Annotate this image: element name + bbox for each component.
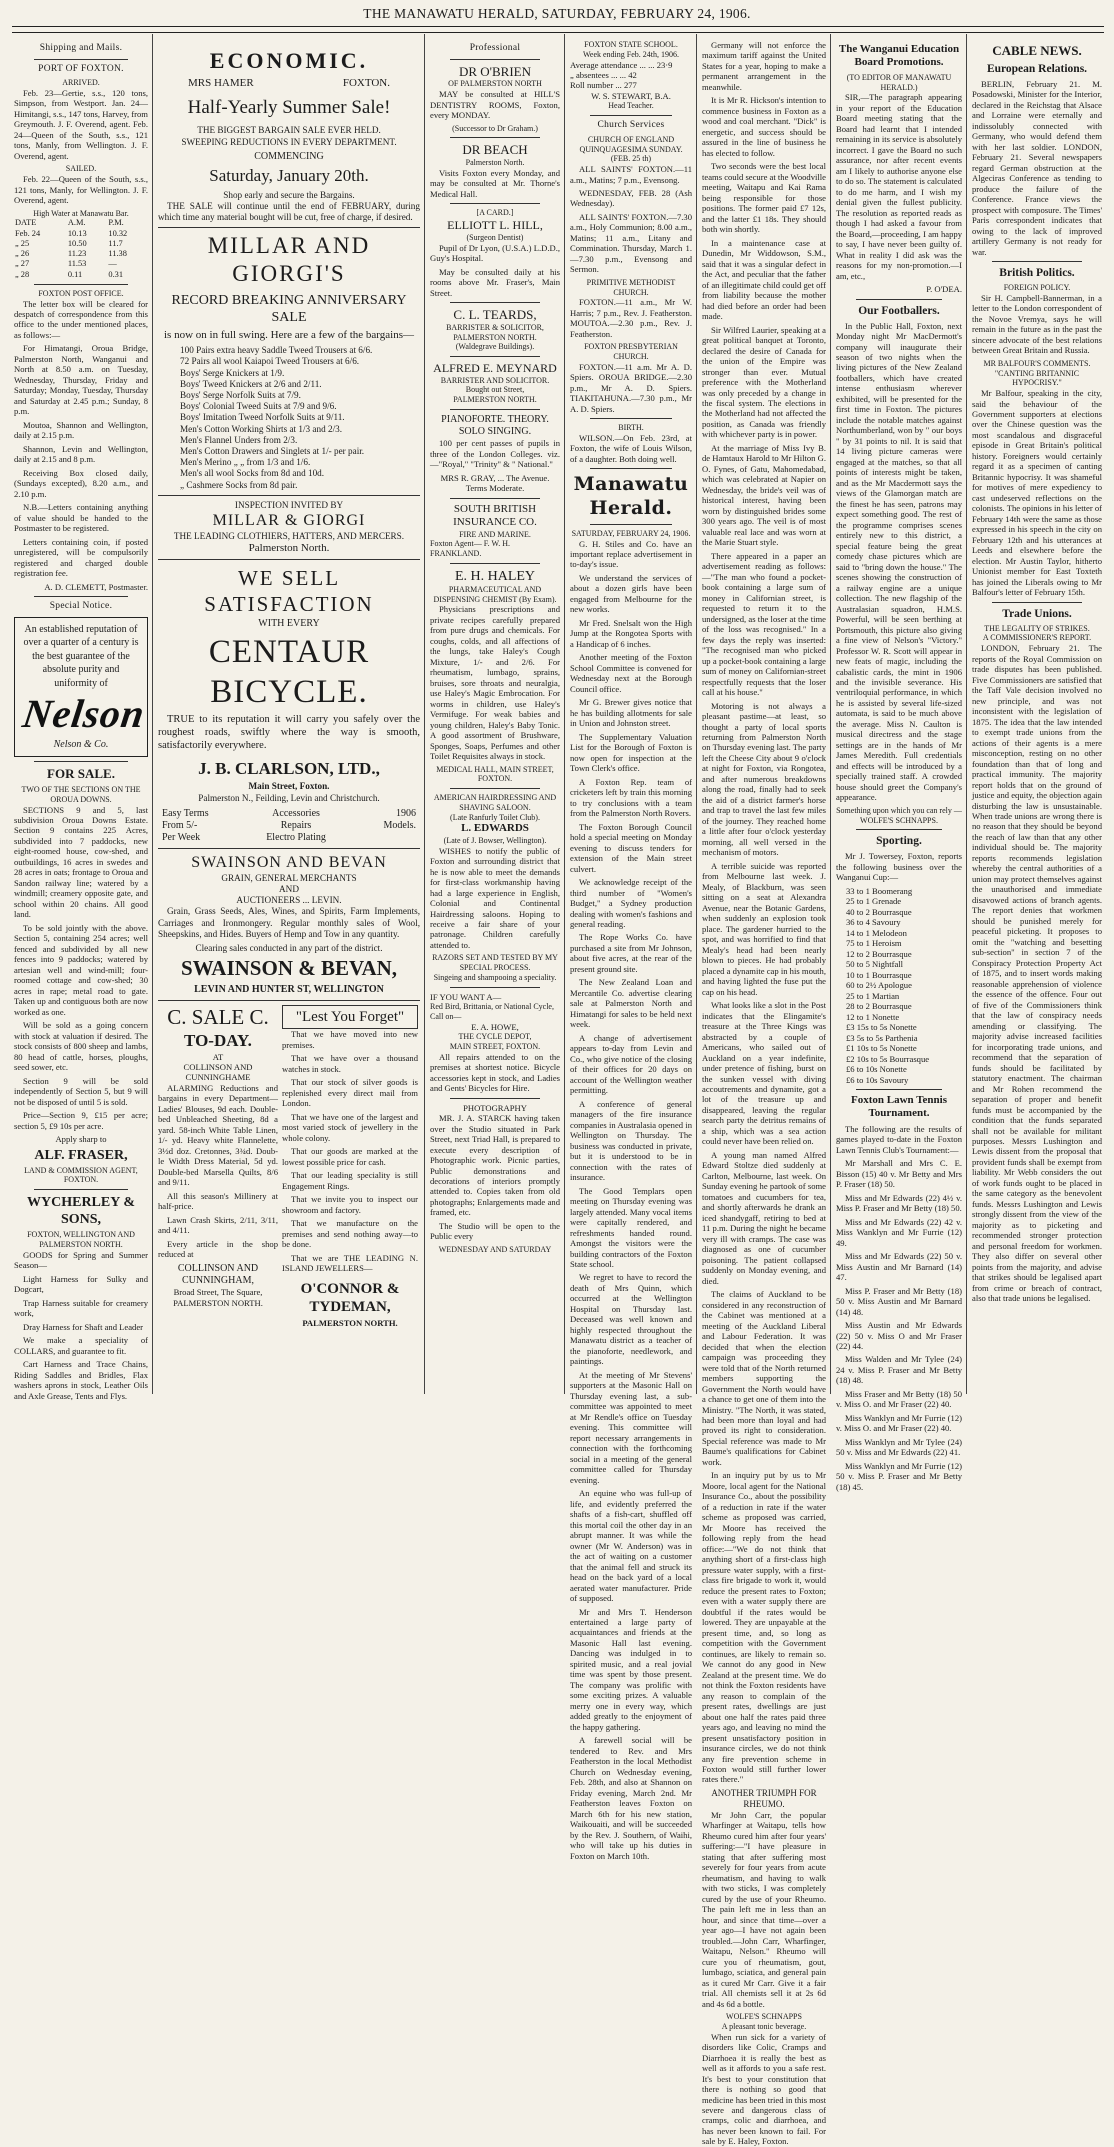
bargain-item: 72 Pairs all wool Kaiapoi Tweed Trousers at 6/6. [180, 356, 360, 367]
nelson-text: An established reputation of over a quarter of a century is the best guarantee of the absolute purity and uniformity of [23, 623, 139, 689]
bargain-item: „ Cashmere Socks from 8d pair. [180, 479, 298, 490]
collinson-text: ALARMING Reductions and bargains in every Department— Ladies' Blouses, 9d each. Double-bed Unbleached Sheeting, 8d a yard. 58-inch White Table Linen, 1/- yd. Heavy white Flannelette, 3½d doz. Cretonnes, 3¾d. Doub-le Width Dress Material, 5d yd. Double-bed Marsella Quilts, 8/6 and 9/11. [158, 1082, 278, 1188]
swainson-bevan-location: LEVIN AND HUNTER ST, WELLINGTON [194, 983, 384, 995]
port-heading: PORT OF FOXTON. [38, 63, 124, 74]
to-day: TO-DAY. [184, 1030, 252, 1050]
sailings-text: Feb. 22—Queen of the South, s.s., 121 tons, Manly, for Wellington. J. F. Overend, agent. [14, 174, 148, 206]
forget-item: That we have moved into new premises. [282, 1029, 418, 1050]
bargain-item: 100 Pairs extra heavy Saddle Tweed Trousers at 6/6. [180, 345, 373, 356]
news-paragraph: Another meeting of the Foxton School Committee is convened for Wednesday next at the Borough Council office. [570, 652, 692, 694]
swainson-bevan-text: Grain, Grass Seeds, Ales, Wines, and Spirits, Farm Implements, Carriages and Ironmongery. Regular monthly sales of Wool, Sheepskins, and Hides. Buyers of Hemp and Tow in any quantity. [158, 906, 420, 939]
millar-giorgi-name: MILLAR & GIORGI [212, 512, 366, 530]
news-paragraph: In an inquiry put by us to Mr Moore, local agent for the National Insurance Co., about the possibility of a reduction in rate if the water scheme as proposed was carried, Mr Moore has received the following reply from the head office:—"We do not think that anything short of a first-class high pressure water supply, with a first-class fire brigade to work it, would reduce the present rates to Foxton; even with a water supply there are doubtful if the rates would be lowered. They are unpayable at the present time, and, so long as competition with the Government continues, are likely to remain so. We cannot do any good in New Zealand at the present time. We do not think the Foxton residents have any reason to complain of the present rates, dwellings are just about one half the rates paid three years ago, and leaving no mind the present unsatisfactory position in insurance circles, we do not think any fire prevention scheme in Foxton would still further lower rates there." [702, 1470, 826, 1785]
bargain-item: Boys' Imitation Tweed Norfolk Suits at 9/11. [180, 412, 345, 423]
tennis-result: Miss and Mr Edwards (22) 42 v. Miss Wanklyn and Mr Furrie (12) 49. [836, 1216, 962, 1248]
millar-giorgi-place: Palmerston North. [248, 541, 330, 554]
bargain-item: Men's Merino „ „ from 1/3 and 1/6. [180, 457, 311, 468]
column-1 [14, 40, 148, 1401]
bet-line: 12 to 2 Bourrasque [846, 948, 912, 959]
postmaster-signature: A. D. CLEMETT, Postmaster. [44, 581, 148, 592]
birth-heading: BIRTH. [618, 423, 644, 433]
lest-you-forget-advert [282, 1005, 418, 1329]
bet-line: £1 10s to 5s Nonette [846, 1043, 917, 1054]
collinson-advert: C. SALE C. TO-DAY. AT COLLINSON AND CUNNINGHAME ALARMING Reductions and bargains in every Department— Ladies' Blouses, 9d each. Double-bed Unbleached Sheeting, 8d a yard. 58-inch White Table Linen, 1/- yd. Heavy white Flannelette, 3½d doz. Cretonnes, 3¾d. Doub-le Width Dress Material, 5d yd. Double-bed Marsella Quilts, 8/6 and 9/11. All this season's Millinery at half-price. Lawn Crash Skirts, 2/11, 3/11, and 4/11. Every article in the shop reduced at COLLINSON AND CUNNINGHAM, Broad Street, The Square, PALMERSTON NORTH. [158, 1005, 278, 1308]
news-paragraph: We understand the services of about a dozen girls have been engaged from Melbourne for the new works. [570, 572, 692, 615]
edwards-name: L. EDWARDS [461, 822, 529, 835]
news-paragraph: We acknowledge receipt of the third number of "Women's Budget," a Sydney production dealing with women's fashions and general reading. [570, 877, 692, 929]
column-rule [152, 34, 153, 1394]
tennis-results [836, 1158, 962, 1492]
bargains-intro: is now on in full swing. Here are a few of the bargains— [164, 328, 414, 341]
sale-text: Will be sold as a going concern with stock at valuation if desired. The stock consists of 800 sheep and lambs, 80 head of cattle, horses, ploughs, seed sower, etc. [14, 1020, 148, 1073]
sale-agent-role: LAND & COMMISSION AGENT, FOXTON. [24, 1165, 138, 1185]
news-paragraph: The Supplementary Valuation List for the Borough of Foxton is now open for inspection at the Town Clerk's office. [570, 731, 692, 774]
wycherley-text: Light Harness for Sulky and Dogcart, [14, 1273, 148, 1295]
table-row: „ 25 10.50 11.7 [15, 238, 123, 248]
wycherley-name: WYCHERLEY & SONS, [27, 1195, 135, 1228]
economic-place: FOXTON. [342, 76, 390, 89]
news-paragraph: G. H. Stiles and Co. have an important replace advertisement in to-day's issue. [570, 538, 692, 570]
news-paragraph: Mr Fred. Snelsalt won the High Jump at the Rongotea Sports with a Handicap of 6 inches. [570, 617, 692, 649]
post-office-heading: FOXTON POST OFFICE. [38, 288, 124, 298]
clarlson-towns: Palmerston N., Feilding, Levin and Christchurch. [198, 792, 380, 803]
news-paragraph: Mr G. Brewer gives notice that he has building allotments for sale in Union and Johnston street. [570, 697, 692, 729]
news-paragraph: At the marriage of Miss Ivy B. de Hamtaux Harold to Mr Hilton G. O. Fynes, of Gatu, Mahomedabad, which was celebrated at Napier on Wednesday, the bride's veil was of historical interest, having been worn by distinguished brides some 300 years ago. The veil is of most valuable real lace and was worn at the Marie Stuart style. [702, 442, 826, 548]
bet-line: 75 to 1 Heroism [846, 938, 902, 949]
anniversary-sale-title: RECORD BREAKING ANNIVERSARY SALE [171, 292, 407, 325]
clarlson-info: Easy Terms From 5/- Per Week Accessories Repairs Electro Plating 1906 Models. [162, 807, 416, 844]
post-office-text: Shannon, Levin and Wellington, daily at 2.15 and 8 p.m. [14, 443, 148, 465]
column-4: FOXTON STATE SCHOOL. Week ending Feb. 24th, 1906. Average attendance ... ... 23·9 „ absentees ... ... 42 Roll number ... 277 W. S. STEWART, B.A. Head Teacher. Church Services CHURCH OF ENGLAND QUINQUAGESIMA SUNDAY. (FEB. 25 th) ALL SAINTS' FOXTON.—11 a.m., Matins; 7 p.m., Evensong. WEDNESDAY, FEB. 28 (Ash Wednesday). ALL SAINTS' FOXTON.—7.30 a.m., Holy Communion; 8.00 a.m., Matins; 11 a.m., Litany and Commination. Thursday, March 1.—7.30 p.m., Evensong and Sermon. PRIMITIVE METHODIST CHURCH. FOXTON.—11 a.m., Mr W. Harris; 7 p.m., Rev. J. Featherston. MOUTOA.—2.30 p.m., Rev. J. Featherston. FOXTON PRESBYTERIAN CHURCH. FOXTON.—11 a.m. Mr A. D. Spiers. OROUA BRIDGE.—2.30 p.m., Mr A. D. Spiers. TIAKITAHUNA.—7.30 p.m., Mr A. D. Spiers. BIRTH. WILSON.—On Feb. 23rd, at Foxton, the wife of Louis Wilson, of a daughter. Both doing well. Manawatu Herald. SATURDAY, FEBRUARY 24, 1906. G. H. Stiles and Co. have an important replace advertisement in to-day's issue. We understand the services of about a dozen girls have been engaged from Melbourne for the new works. Mr Fred. Snelsalt won the High Jump at the Rongotea Sports with a Handicap of 6 inches. Another meeting of the Foxton School Committee is convened for Wednesday next at the Borough Council office. Mr G. Brewer gives notice that he has building allotments for sale in Union and Johnston street. The Supplementary Valuation List for the Borough of Foxton is now open for inspection at the Town Clerk's office. A Foxton Rep. team of cricketers left by train this morning to try conclusions with a team from the Palmerston North Rovers. The Foxton Borough Council hold a special meeting on Monday evening to discuss tenders for extension of the Main street culvert. We acknowledge receipt of the third number of "Women's Budget," a Sydney production dealing with women's fashions and general reading. The Rope Works Co. have purchased a site from Mr Johnson, about five acres, at the rear of the present ground site. The New Zealand Loan and Mercantile Co. advertise clearing sale at Palmerston North and Himatangi for sales to be held next week. A change of advertisement appears to-day from Levin and Co., who give notice of the closing of their offices for 20 days on account of the Wellington weather permitting. A conference of general managers of the fire insurance companies in Australasia opened in Wellington on Thursday. The business was conducted in private, but it is understood to be in connection with the rates of insurance. The Good Templars open meeting on Thursday evening was largely attended. Many vocal items were capitally rendered, and refreshments handed round. Amongst the visitors were the building contractors of the Foxton State school. We regret to have to record the death of Mrs Quinn, which occurred at the Wellington Hospital on Thursday last. Deceased was well known and highly respected throughout the Manawatu district as a teacher of the pianoforte, needlework, and paintings. At the meeting of Mr Stevens' supporters at the Masonic Hall on Thursday evening last, a sub-committee was appointed to meet at Mr Rendle's office on Tuesday evening. This committee will report necessary arrangements in connection with the forthcoming social in a meeting of the general committee called for Thursday evening. An equine who was full-up of life, and evidently preferred the shafts of a fish-cart, shuffled off this mortal coil the other day in an abrupt manner. It was while the owner (Mr W. Anderson) was in the act of waiting on a customer that the animal fell and struck its head on the back yard of a local aerated water manufacturer. Pride of supposed. Mr and Mrs T. Henderson entertained a large party of acquaintances and friends at the Masonic Hall last evening. Dancing was indulged in to spirited music, and a real jovial time was spent by those present. The company was prolific with some exciting prizes. A valuable merry one in every way, which added greatly to the enjoyment of the happy gathering. A farewell social will be tendered to Rev. and Mrs Featherston in the local Methodist Church on Wednesday evening, Feb. 28th, and also at Shannon on Friday evening, March 2nd. Mr Featherston leaves Foxton on March 6th for his new station, Waikouaiti, and will be succeeded by the Rev. J. Southern, of Waihi, who will take up his duties in Foxton on March 10th. [570, 40, 692, 1861]
bet-line: 25 to 1 Grenade [846, 896, 902, 907]
inspection-invited: INSPECTION INVITED BY [234, 499, 344, 510]
centaur-text: TRUE to its reputation it will carry you safely over the roughest roads, swiftly where the way is smooth, satisfactorily everywhere. [158, 714, 420, 751]
news-paragraph: Motoring is not always a pleasant pastime—at least, so thought a party of local sports returning from Palmerston North on Thursday evening last. The party left the Cheese City about 9 o'clock at night for Foxton, via Rongotea, and after numerous breakdowns along the road, finally had to seek the aid of a district farmer's horse and trap to travel the last few miles of the journey. They reached home a little after four o'clock yesterday morning, all well versed in the mechanism of motors. [702, 700, 826, 858]
bargain-item: Men's Cotton Drawers and Singlets at 1/- per pair. [180, 446, 365, 457]
news-paragraph: Mr and Mrs T. Henderson entertained a large party of acquaintances and friends at the Masonic Hall last evening. Dancing was indulged in to spirited music, and a real jovial time was spent by those present. The company was prolific with some exciting prizes. A valuable merry one in every way, which added greatly to the enjoyment of the happy gathering. [570, 1606, 692, 1732]
post-office-text: For Himatangi, Oroua Bridge, Palmerston North, Wanganui and North at 8.50 a.m. on Tuesday, Wednesday, Thursday, Friday and Saturday; Monday, Tuesday, Thursday and Saturday at 2.45 p.m.; Sunday, 8 p.m. [14, 343, 148, 417]
news-paragraph: The Foxton Borough Council hold a special meeting on Monday evening to discuss tenders for extension of the Main street culvert. [570, 821, 692, 874]
high-water-heading: High Water at Manawatu Bar. [33, 208, 129, 218]
piano-title: PIANOFORTE. THEORY. [441, 413, 549, 425]
arrivals-text: Feb. 23—Gertie, s.s., 120 tons, Simpson, from Westport. Jan. 24—Himitangi, s.s., 147 tons, Harvey, from Greymouth. J. F. Overend, agent. Feb. 24—Queen of the South, s.s., 121 tons, Manly, from Wellington. J. F. Overend, agent. [14, 87, 148, 161]
tennis-result: Miss Wanklyn and Mr Tylee (24) 50 v. Miss and Mr Edwards (22) 41. [836, 1436, 962, 1458]
economic-title: ECONOMIC. [209, 48, 369, 73]
for-sale-heading: FOR SALE. [47, 766, 115, 782]
c-sale-title: C. SALE C. [167, 1005, 269, 1030]
masthead-rule [12, 26, 1104, 27]
bet-line: £6 to 10s Nonette [846, 1064, 907, 1075]
beach-name: DR BEACH [462, 142, 528, 158]
bargains-list [158, 345, 420, 491]
column-rule [424, 34, 425, 1394]
nelson-advert [14, 617, 148, 757]
professional-heading: Professional [469, 43, 521, 53]
forget-item: That our goods are marked at the lowest possible price for cash. [282, 1146, 418, 1167]
news-paragraph: Two seconds were the best local teams could secure at the Woodville meeting, Waitapu and Kai Rama being responsible for those positions. The former paid £7 12s, and the latter £1 18s. They should both win shortly. [702, 161, 826, 235]
tennis-result: Miss Fraser and Mr Betty (18) 50 v. Miss O. and Mr Fraser (22) 40. [836, 1388, 962, 1410]
post-office-text: Letters containing coin, if posted unregistered, will be compulsorily registered and charged double registration fee. [14, 536, 148, 579]
bet-line: 25 to 1 Martian [846, 990, 900, 1001]
sale-text: SECTIONS 9 and 5, last subdivision Oroua Downs Estate. Section 9 contains 225 Acres, subdivided into 7 paddocks, new eight-roomed house, cow-shed, and outbuildings, 16 acres in swedes and 28 acres in oats; frontage to Oroua and Sandon railway line; watered by a windmill; creamery opposite gate, and school within 20 chains. All good land. [14, 804, 148, 920]
table-row: „ 28 0.11 0.31 [15, 269, 124, 279]
bet-line: 60 to 2½ Apologue [846, 980, 912, 991]
shipping-heading: Shipping and Mails. [39, 43, 123, 53]
news-paragraph: The claims of Auckland to be considered in any reconstruction of the Cabinet was mentioned at a meeting of the Auckland Liberal and Labour Federation. It was decided that when the election campaign was proceeding they were told that of the North returned members supporting the Government the North would have a chance to get one of them into the Ministry. "The North, it was stated, had been more than loyal and had proved its right to consideration. Special reference was made to Mr Baume's qualifications for Cabinet work. [702, 1289, 826, 1467]
clarlson-address: Main Street, Foxton. [248, 781, 330, 792]
shop-early: Shop early and secure the Bargains. [223, 189, 355, 200]
bet-line: 36 to 4 Savoury [846, 917, 901, 928]
table-row: „ 26 11.23 11.38 [15, 249, 127, 258]
wycherley-place: FOXTON, WELLINGTON AND PALMERSTON NORTH. [27, 1230, 135, 1250]
summer-sale-sub: SWEEPING REDUCTIONS IN EVERY DEPARTMENT. [181, 136, 397, 147]
swainson-bevan-title: SWAINSON AND BEVAN [191, 854, 387, 872]
column-7: CABLE NEWS. European Relations. BERLIN, February 21. M. Posadowski, Minister for the Interior, declared in the Reichstag that Alsace and Lorraine were eternally and indissolubly connected with Germany, who would defend them with her last soldier. LONDON, February 21. Several newspapers regard German obstruction at the Algeciras Conference as tending to produce the failure of the Conference. France views the prospect with composure. The Times' Paris correspondent indicates that owing to the lack of improved artillery Germany is not ready for war. British Politics. FOREIGN POLICY. Sir H. Campbell-Bannerman, in a letter to the London correspondent of the Novoe Vremya, says he will remain in the future as in the past the sincere advocate of the best relations between Great Britain and Russia. MR BALFOUR'S COMMENTS. "CANTING BRITANNIC HYPOCRISY." Mr Balfour, speaking in the city, said the behaviour of the Government supporters at elections over the Chinese question was the most scandalous and disgraceful episode in Great Britain's political history. Foreigners would certainly regard it as a specimen of canting Britannic hypocrisy. It was shameful for motives of mere expediency to cast undeserved reflections on the colonists. The opinions in his letter of February 14th were the same as those expressed in his speech in the city on February 12th and his utterances at Leeds and elsewhere before the election. Mr Austin Taylor, hitherto Unionist member for East Toxteth has joined the Liberals owing to Mr Balfour's letter of February 15th. Trade Unions. THE LEGALITY OF STRIKES. A COMMISSIONER'S REPORT. LONDON, February 21. The reports of the Royal Commission on trade disputes has been published. Five Commissioners are satisfied that the Taff Vale decision involved no new principle, and was not inconsistent with the legislation of 1875. The idea that the law intended to exempt trade unions from the actions of their agents is a mere misconception, resting on no other foundation than that of long and practical immunity. The majority report holds that on the ground of justice and equity, the objection again disturbing the law is unsustainable. When trade unions are wrong there is no reason that they should be beyond the reach of law than that any other individual should be. The majority reports recommends legislation whereby the central authorities of a union may protect themselves against the unauthorised and immediate disavowed actions of branch agents. The report denies that workmen should be punished merely for peaceful picketing. It proposes to omit the "watching and besetting sub-section" in section 7 of the Conspiracy Protection Property Act of 1875, and to insert words making reasonable apprehension of violence the essence of the offence. Four out of five of the Commissioners think that the law of conspiracy needs amending or classifying. The majority advise increased facilities for incorporating trade unions, and recommend that the separation of funds should be facilitated by statutory enactment. The chairman and Mr Rohen recommend the separation of proper and benefit funds must be accompanied by the condition that the funds separated shall not be available for militant purposes. Messrs Lushington and Lewis dissent from the proposal that provident funds shall be exempt from liability. Mr Webb considers the out of work funds ought to be placed in the same category as the benevolent funds. Messrs Lushington and Lewis strongly dissent from the view of the majority as to picketing and recommended stronger protection and personal freedom for workmen. They also differ on several other points from the majority, and advise that strikes should be legalised apart from crime or breach of contract, also that trade unions be legalised. [972, 43, 1102, 1304]
tennis-result: Miss and Mr Edwards (22) 50 v. Miss Austin and Mr Barnard (14) 47. [836, 1251, 962, 1283]
forget-item: That we invite you to inspect our showroom and factory. [282, 1194, 418, 1215]
bet-line: £6 to 10s Savoury [846, 1074, 909, 1085]
summer-sale-title: Half-Yearly Summer Sale! [187, 97, 391, 119]
sale-continue: THE SALE will continue until the end of FEBRUARY, during which time any material bought will be cut, free of charge, if desired. [158, 200, 420, 223]
bet-line: 14 to 1 Melodeon [846, 927, 907, 938]
bargain-item: Men's all wool Socks from 8d and 10d. [180, 468, 325, 479]
cable-news-heading: CABLE NEWS. [992, 43, 1082, 58]
column-6: The Wanganui Education Board Promotions. (TO EDITOR OF MANAWATU HERALD.) SIR,—The paragraph appearing in your report of the Education Board meeting stating that the Board had learnt that I intended remaining in its service is absolutely incorrect. I gave the Board no such assurance, nor after recent events am I likely to authorise anyone else to do so. The statement is calculated to do me harm, and I wish my denial given the fullest publicity. The resolution as reported reads as though I had asked a favour from the Board,—proceeding, I am happy to say, I have never been guilty of. What in reality I did ask was the reasons for my non-promotion.—I am, etc., P. O'DEA. Our Footballers. In the Public Hall, Foxton, next Monday night Mr MacDermott's company will inaugurate their season of two nights when the living pictures of the New Zealand footballers, which have created intense enthusiasm wherever exhibited, will be presented for the first time in Foxton. The pictures include the notable matches against Northumberland, won by " our boys " by 31 points to nil. It is said that 14 living picture cameras were engaged at the matches, so that all points of interests might be taken, and as the Mr Macdermott says the views of the Glamorgan match are the finest he has seen, patrons may expect something good. The rest of the programme comprises scenes entirely new to this district, a special feature being the great comedy chase pictures which are said to "bring down the house." The scenes showing the construction of a railway engine are a unique collection. The new flagship of the Australasian squadron, H.M.S. Powerful, will be seen berthing at Portsmouth, this picture also giving a fine view of Nelson's "Victory." Professor W. R. Scott will appear in new feats of magic, including the cabalistic cards, the mint in 1906 and the invisible severance. His ventriloquial performance, in which he is assisted by several life-sized automata, is said to be much above the average. Miss N. Caulton is musical directress and the stage settings are in the hands of Mr James Meredith. Full credentials and effects will be introduced by a specially trained staff. A crowded house should greet the Company's appearance. Something upon which you can rely —WOLFE'S SCHNAPPS. Sporting. Mr J. Towersey, Foxton, reports the following business over the Wanganui Cup:— 33 to 1 Boomerang 25 to 1 Grenade 40 to 2 Bourrasque 36 to 4 Savoury 14 to 1 Melodeon 75 to 1 Heroism 12 to 2 Bourrasque 50 to 5 Nightfall 10 to 1 Bourrasque 60 to 2½ Apologue 25 to 1 Martian 28 to 2 Bourrasque 12 to 1 Nonette £3 15s to 5s Nonette £3 5s to 5s Parthenia £1 10s to 5s Nonette £2 10s to 5s Bourrasque £6 to 10s Nonette £6 to 10s Savoury Foxton Lawn Tennis Tournament. The following are the results of games played to-date in the Foxton Lawn Tennis Club's Tournament:— Mr Marshall and Mrs C. E. Bisson (15) 40 v. Mr Betty and Mrs P. Fraser (18) 50. Miss and Mr Edwards (22) 4½ v. Miss P. Fraser and Mr Betty (18) 50. Miss and Mr Edwards (22) 42 v. Miss Wanklyn and Mr Furrie (12) 49. Miss and Mr Edwards (22) 50 v. Miss Austin and Mr Barnard (14) 47. Miss P. Fraser and Mr Betty (18) 50 v. Miss Austin and Mr Barnard (14) 48. Miss Austin and Mr Edwards (22) 50 v. Miss O and Mr Fraser (22) 44. Miss Walden and Mr Tylee (24) 24 v. Miss P. Fraser and Mr Betty (18) 48. Miss Fraser and Mr Betty (18) 50 v. Miss O. and Mr Fraser (22) 40. Miss Wanklyn and Mr Furrie (12) v. Miss O. and Mr Fraser (22) 40. Miss Wanklyn and Mr Tylee (24) 50 v. Miss and Mr Edwards (22) 41. Miss Wanklyn and Mr Furrie (12) 50 v. Miss P. Fraser and Mr Betty (18) 45. [836, 43, 962, 1492]
post-office-text: Moutoa, Shannon and Wellington, daily at 2.15 p.m. [14, 419, 148, 441]
post-office-text: The letter box will be cleared for despatch of correspondence from this office to the under mentioned places, as follows:— [14, 298, 148, 340]
bet-line: 50 to 5 Nightfall [846, 959, 904, 970]
nelson-sub: Nelson & Co. [53, 738, 109, 750]
news-paragraph: We regret to have to record the death of Mrs Quinn, which occurred at the Wellington Hospital on Thursday last. Deceased was well known and highly respected throughout the Manawatu district as a teacher of the pianoforte, needlework, and paintings. [570, 1272, 692, 1367]
economic-owner: MRS HAMER [188, 76, 254, 89]
news-paragraph: A change of advertisement appears to-day from Levin and Co., who give notice of the closing of their offices for 20 days on account of the Wellington weather permitting. [570, 1032, 692, 1096]
column-5: Germany will not enforce the maximum tariff against the United States for a year, hoping to make a permanent arrangement in the meanwhile. It is Mr R. Hickson's intention to commence business in Foxton as a wood and coal merchant. "Dick" is energetic, and success should be assured in the line of business he has elected to follow. Two seconds were the best local teams could secure at the Woodville meeting, Waitapu and Kai Rama being responsible for those positions. The former paid £7 12s, and the latter £1 18s. They should both win shortly. In a maintenance case at Dunedin, Mr Widdowson, S.M., said that it was a singular defect in the Act, and peculiar that the father of an illegitimate child could get off from liability because the mother had died before an order had been made. Sir Wilfred Laurier, speaking at a great political banquet at Toronto, declared the desire of Canada for the union of the Empire was stronger than ever. Mutual preference with the Motherland was only preceded by a change in the fiscal system. The elections in the Motherland had not affected the position, as Canada was friendly with whichever party is in power. At the marriage of Miss Ivy B. de Hamtaux Harold to Mr Hilton G. O. Fynes, of Gatu, Mahomedabad, which was celebrated at Napier on Wednesday, the bride's veil was of historical interest, having been worn by distinguished brides some 300 years ago. The veil is of most valuable real lace and was worn at the Marie Stuart style. There appeared in a paper an advertisement reading as follows:—"The man who found a pocket-book containing a large sum of money in Californian street, is requested to return it to the undersigned, as the loser at the time of the loss was recognised." In a few days the reply was inserted: "The recognised man who picked up a pocket-book containing a large sum of money on Californian-street respectfully requests that the loser call at his house." Motoring is not always a pleasant pastime—at least, so thought a party of local sports returning from Palmerston North on Thursday evening last. The party left the Cheese City about 9 o'clock at night for Foxton, via Rongotea, and after numerous breakdowns along the road, finally had to seek the aid of a district farmer's horse and trap to travel the last few miles of the journey. They reached home a little after four o'clock yesterday morning, all well versed in the mechanism of motors. A terrible suicide was reported from Melbourne last week. J. Mealy, of Blackburn, was seen sitting on a seat at Alexandra Avenue, near the Botanic Gardens, when suddenly an explosion took place. The gardener hurried to the spot, and was horrified to find that Mealy's head had been nearly blown to pieces. He had probably placed a dynamite cap in his mouth, and having lighted the fuse put the cap on his head. What looks like a slot in the Post indicates that the Elingamite's treasure at the Three Kings was abstracted by a couple of Americans, who sailed out of Auckland on a year indefinite, under pretence of fishing, burst on the sunken vessel with diving accoutrements and dynamite, got a lot of the treasure up and disappeared, leaving the regular search party the detritus remains of a ship, which was a sea action could never have been relied on. A young man named Alfred Edward Stoltze died suddenly at Carlton, Melbourne, last week. On Sunday evening he partook of some tomatoes and cucumbers for tea, and shortly afterwards he drank an iced shandygaff, retiring to bed at 11 p.m. During the night he became very ill with cramps. The case was diagnosed as one of cucumber poisoning. The patient collapsed suddenly on Monday evening, and died. The claims of Auckland to be considered in any reconstruction of the Cabinet was mentioned at a meeting of the Auckland Liberal and Labour Federation. It was decided that when the election campaign was proceeding they were told that of the North returned members supporting the Government the North would have a chance to get one of them into the Ministry. "The North, it was stated, had been more than loyal and had proved its right to consideration. Special reference was made to Mr Baume's qualifications for Cabinet work. In an inquiry put by us to Mr Moore, local agent for the National Insurance Co., about the possibility of a reduction in rate if the water scheme as proposed was carried, Mr Moore has received the following reply from the head office:—"We do not think that anything short of a first-class high pressure water supply, with a first-class fire brigade to work it, would reduce the present rates to Foxton; even with a water supply there are doubtful if the rates would be lowered. They are unpayable at the present time, and, so long as competition with the Government continues, are likely to remain so. We cannot do any good in New Zealand at the present time. We do not think the Foxton residents have any reason to complain of the present rates, dwellings are just about one half the rates paid three years ago, and leaving no mind the present unsatisfactory position in insurance circles, we do not think any fire prevention scheme in Foxton would still further lower rates there." ANOTHER TRIUMPH FOR RHEUMO. Mr John Carr, the popular Wharfinger at Waitapu, tells how Rheumo cured him after four years' suffering:—"I have pleasure in stating that after suffering most severely for four years from acute rheumatism, and having to walk with two sticks, I was completely cured by the use of your Rheumo. The pain left me in less than an hour, and since that time—over a year ago—I have not again been troubled.—John Carr, Wharfinger, Waitapu, Nelson." Rheumo will cure you of rheumatism, gout, lumbago, sciatica, and general pain as it cured Mr Carr. Give it a fair trial. All chemists sell it at 2s 6d and 4s 6d a bottle. WOLFE'S SCHNAPPS A pleasant tonic beverage. When run sick for a variety of disorders like Colic, Cramps and Diarrhoea it is really the best as well as it affords to you a safe rest. It's best to your constitution that there is nothing so good that medicine has been tried in this most severe and dangerous class of cramps, colic and diarrhoea, and has never been known to fail. For sale by E. Haley, Foxton. [702, 40, 826, 2147]
european-heading: European Relations. [986, 62, 1088, 75]
table-row: Feb. 24 10.13 10.32 [15, 228, 128, 238]
forget-item: That our stock of silver goods is replenished every direct mail from London. [282, 1077, 418, 1109]
news-paragraph: Germany will not enforce the maximum tariff against the United States for a year, hoping to make a permanent arrangement in the meanwhile. [702, 40, 826, 92]
news-paragraph: Sir Wilfred Laurier, speaking at a great political banquet at Toronto, declared the desire of Canada for the union of the Empire was stronger than ever. Mutual preference with the Motherland was only preceded by a change in the fiscal system. The elections in the Motherland had not affected the position, as Canada was friendly with whichever party is in power. [702, 324, 826, 440]
wycherley-text: Trap Harness suitable for creamery work, [14, 1297, 148, 1319]
news-paragraph: At the meeting of Mr Stevens' supporters at the Masonic Hall on Thursday evening last, a sub-committee was appointed to meet at Mr Rendle's office on Tuesday evening. This committee will report necessary arrangements in connection with the forthcoming social in a meeting of the general committee called for Thursday evening. [570, 1369, 692, 1485]
tennis-result: Miss Walden and Mr Tylee (24) 24 v. Miss P. Fraser and Mr Betty (18) 48. [836, 1354, 962, 1386]
column-rule [830, 34, 831, 1394]
british-politics-heading: British Politics. [999, 267, 1075, 280]
swainson-bevan-trade: GRAIN, GENERAL MERCHANTS [221, 872, 357, 883]
sailed-heading: SAILED. [65, 164, 97, 174]
news-paragraph: The New Zealand Loan and Mercantile Co. advertise clearing sale at Palmerston North and Himatangi for sales to be held next week. [570, 977, 692, 1030]
oconnor-name: O'CONNOR & TYDEMAN, [300, 1280, 400, 1315]
news-paragraph: A conference of general managers of the fire insurance companies in Australasia opened in Wellington on Thursday. The business was conducted in private, but it is understood to be in connection with the rates of insurance. [570, 1098, 692, 1183]
sale-agent-name: ALF. FRASER, [34, 1147, 128, 1163]
howe-name: E. A. HOWE, [471, 1021, 519, 1032]
sale-text: To be sold jointly with the above. Section 5, containing 254 acres; well fenced and subdivided by all new fences into 9 paddocks; watered by artesian well and wind-mill; four-roomed cottage and cow-shed; 30 acres in rape; metal road to gate. Taken up and contiguous both are now worked as one. [14, 922, 148, 1017]
tennis-result: Miss P. Fraser and Mr Betty (18) 50 v. Miss Austin and Mr Barnard (14) 48. [836, 1285, 962, 1317]
bet-line: £3 15s to 5s Nonette [846, 1022, 917, 1033]
news-paragraph: There appeared in a paper an advertisement reading as follows:—"The man who found a pocket-book containing a large sum of money in Californian street, is requested to return it to the undersigned, as the loser at the time of the loss was recognised." In a few days the reply was inserted: "The recognised man who picked up a pocket-book containing a large sum of money on Californian-street respectfully requests that the loser call at his house." [702, 550, 826, 698]
lest-you-forget-title: "Lest You Forget" [282, 1005, 418, 1029]
local-news [570, 539, 692, 1862]
footballers-heading: Our Footballers. [858, 304, 940, 317]
bets-list [836, 886, 962, 1085]
herald-title: Manawatu Herald. [573, 473, 689, 519]
post-office-text: Receiving Box closed daily, (Sundays excepted), 8.20 a.m., and 2.10 p.m. [14, 467, 148, 499]
commencing-label: COMMENCING [254, 150, 324, 162]
column-rule [564, 34, 565, 1394]
millar-giorgi-title: MILLAR AND GIORGI'S [207, 233, 371, 287]
tide-col-pm: P.M. [108, 218, 124, 228]
sale-apply: Apply sharp to [55, 1134, 107, 1145]
clearing-sales: Clearing sales conducted in any part of the district. [195, 943, 383, 954]
bet-line: 33 to 1 Boomerang [846, 885, 913, 896]
masthead: THE MANAWATU HERALD, SATURDAY, FEBRUARY 24, 1906. [363, 6, 751, 21]
bet-line: £3 5s to 5s Parthenia [846, 1032, 918, 1043]
news-paragraph: It is Mr R. Hickson's intention to commence business in Foxton as a wood and coal merchant. "Dick" is energetic, and success should be assured in the line of business he has elected to follow. [702, 95, 826, 158]
tennis-result: Mr Marshall and Mrs C. E. Bisson (15) 40 v. Mr Betty and Mrs P. Fraser (18) 50. [836, 1158, 962, 1190]
arrived-heading: ARRIVED. [62, 78, 100, 88]
column-rule [966, 34, 967, 1394]
table-row: „ 27 11.53 — [15, 259, 117, 269]
sale-date: Saturday, January 20th. [209, 166, 369, 186]
rheumo-heading: ANOTHER TRIUMPH FOR RHEUMO. [711, 1787, 817, 1809]
sale-text: Price—Section 9, £15 per acre; section 5, £9 10s per acre. [14, 1110, 148, 1131]
clarlson-name: J. B. CLARLSON, LTD., [198, 758, 380, 778]
centaur-with: WITH EVERY [258, 617, 320, 629]
school-heading: FOXTON STATE SCHOOL. [584, 40, 678, 49]
centaur-title: CENTAUR BICYCLE. [208, 633, 370, 710]
bargain-item: Boys' Serge Norfolk Suits at 7/9. [180, 389, 301, 400]
bargain-item: Boys' Colonial Tweed Suits at 7/9 and 9/6. [180, 401, 337, 412]
tennis-heading: Foxton Lawn Tennis Tournament. [851, 1093, 947, 1120]
nelson-logo: Nelson [19, 691, 148, 737]
wolfe-heading: WOLFE'S SCHNAPPS [726, 2012, 802, 2022]
swainson-bevan-auctioneers: AUCTIONEERS ... LEVIN. [236, 895, 342, 906]
forget-item: That we are THE LEADING N. ISLAND JEWELLERS— [282, 1252, 418, 1274]
bargain-item: Boys' Tweed Knickers at 2/6 and 2/11. [180, 378, 322, 389]
news-paragraph: The Good Templars open meeting on Thursday evening was largely attended. Many vocal items were capitally rendered, and refreshments handed round. Amongst the visitors were the building contractors of the Foxton State school. [570, 1185, 692, 1269]
tennis-result: Miss Wanklyn and Mr Furrie (12) v. Miss O. and Mr Fraser (22) 40. [836, 1412, 962, 1434]
tide-col-am: A.M. [67, 218, 86, 228]
masthead-rule-thin [12, 32, 1104, 33]
photography-title: PHOTOGRAPHY [463, 1102, 527, 1113]
swainson-bevan-big: SWAINSON & BEVAN, [180, 956, 398, 981]
millar-giorgi-trade: THE LEADING CLOTHIERS, HATTERS, AND MERCERS. [173, 530, 405, 541]
church-heading: Church Services [597, 120, 665, 131]
trade-unions-heading: Trade Unions. [1002, 607, 1072, 620]
column-rule [696, 34, 697, 1394]
tennis-result: Miss and Mr Edwards (22) 4½ v. Miss P. Fraser and Mr Betty (18) 50. [836, 1192, 962, 1214]
haley-name: E. H. HALEY [454, 568, 536, 584]
bottom-ads [158, 1005, 420, 1329]
bargain-item: Boys' Serge Knickers at 1/9. [180, 367, 285, 378]
wycherley-text: Dray Harness for Shaft and Leader [23, 1321, 144, 1332]
post-office-text: N.B.—Letters containing anything of value should be handed to the Postmaster to be registered. [14, 502, 148, 534]
special-notice-heading: Special Notice. [49, 601, 113, 612]
column-3: Professional DR O'BRIEN OF PALMERSTON NORTH MAY be consulted at HILL'S DENTISTRY ROOMS, Foxton, every MONDAY. (Successor to Dr Graham.) DR BEACH Palmerston North. Visits Foxton every Monday, and may be consulted at Mr. Thorne's Medical Hall. [A CARD.] ELLIOTT L. HILL, (Surgeon Dentist) Pupil of Dr Lyon, (U.S.A.) L.D.D., Guy's Hospital. May be consulted daily at his rooms above Mr. Fraser's, Main Street. C. L. TEARDS, BARRISTER & SOLICITOR, PALMERSTON NORTH. (Waldegrave Buildings). ALFRED E. MEYNARD BARRISTER AND SOLICITOR. Bought out Street, PALMERSTON NORTH. PIANOFORTE. THEORY. SOLO SINGING. 100 per cent passes of pupils in three of the London Colleges. viz.—"Royal," "Trinity" & " National." MRS R. GRAY, ... The Avenue. Terms Moderate. SOUTH BRITISH INSURANCE CO. FIRE AND MARINE. Foxton Agent— F. W. H. FRANKLAND. E. H. HALEY PHARMACEUTICAL AND DISPENSING CHEMIST (By Exam). Physicians prescriptions and private recipes carefully prepared from pure drugs and chemicals. For coughs, colds, and all affections of the lungs, take Haley's Cough Mixture, 1/- and 2/6. For rheumatism, lumbago, sprains, bruises, sore throats and neuralgia, use Haley's Magic Embrocation. For worms in children, use Haley's Vermifuge. For weak babies and young children, Haley's Baby Tonic. A good assortment of Brushware, Sponges, Soaps, Perfumes and other Toilet Requisites always in stock. MEDICAL HALL, MAIN STREET, FOXTON. AMERICAN HAIRDRESSING AND SHAVING SALOON. (Late Ranfurly Toilet Club). L. EDWARDS (Late of J. Bowser, Wellington). WISHES to notify the public of Foxton and surrounding district that he is now able to meet the demands for first-class workmanship having had a large experience in English, Colonial and Continental Hairdressing saloons. Hoping to receive a fair share of your patronage. Children carefully attended to. RAZORS SET AND TESTED BY MY SPECIAL PROCESS. Singeing and shampooing a speciality. IF YOU WANT A— Red Bird, Brittania, or National Cycle, Call on— E. A. HOWE, THE CYCLE DEPOT, MAIN STREET, FOXTON. All repairs attended to on the premises at shortest notice. Bicycle accessories kept in stock, and Ladies and Gents' Bicycles for Hire. PHOTOGRAPHY MR. J. A. STARCK having taken over the Studio situated in Park Street, next Triad Hall, is prepared to execute every description of Photographic work. Picnic parties, Public demonstrations and decorations of interiors promptly attended to. Copies taken from old photographs; Enlargements made and framed, etc. The Studio will be open to the Public every WEDNESDAY AND SATURDAY [430, 43, 560, 1254]
wanganui-heading: The Wanganui Education Board Promotions. [838, 43, 960, 69]
forget-item: That we manufacture on the premises and send nothing away—to be done. [282, 1218, 418, 1250]
news-paragraph: What looks like a slot in the Post indicates that the Elingamite's treasure at the Three Kings was abstracted by a couple of Americans, who sailed out of Auckland on a year indefinite, under pretence of fishing, burst on the sunken vessel with diving accoutrements and dynamite, got a lot of the treasure up and disappeared, leaving the regular search party the detritus remains of a ship, which was a sea action could never have been relied on. [702, 1000, 826, 1147]
oconnor-place: PALMERSTON NORTH. [302, 1318, 398, 1329]
news-paragraph: A terrible suicide was reported from Melbourne last week. J. Mealy, of Blackburn, was seen sitting on a seat at Alexandra Avenue, near the Botanic Gardens, when suddenly an explosion took place. The gardener hurried to the spot, and was horrified to find that Mealy's head had been nearly blown to pieces. He had probably placed a dynamite cap in his mouth, and having lighted the fuse put the cap on his head. [702, 860, 826, 997]
teards-name: C. L. TEARDS, [453, 307, 537, 322]
tide-col-date: DATE [15, 218, 37, 228]
wycherley-text: We make a speciality of COLLARS, and guarantee to fit. [14, 1335, 148, 1356]
wycherley-text: GOODS for Spring and Summer Season— [14, 1249, 148, 1271]
news-paragraph: A farewell social will be tendered to Rev. and Mrs Featherston in the local Methodist Church on Wednesday evening, Feb. 28th, and also at Shannon on Friday evening, March 2nd. Mr Featherston leaves Foxton on March 6th for his new station, Waikouaiti, and will be succeeded by the Rev. J. Southern, of Waihi, who will take up his duties in Foxton on March 10th. [570, 1735, 692, 1861]
summer-sale-sub: THE BIGGEST BARGAIN SALE EVER HELD. [197, 125, 381, 136]
sale-text: Section 9 will be sold independently of Section 5, but 9 will not be disposed of until 5 is sold. [14, 1075, 148, 1107]
centaur-sell: WE SELL SATISFACTION [204, 566, 374, 616]
news-paragraph: A Foxton Rep. team of cricketers left by train this morning to try conclusions with a team from the Palmerston North Rovers. [570, 776, 692, 819]
bet-line: 10 to 1 Bourrasque [846, 969, 912, 980]
bet-line: 28 to 2 Bourrasque [846, 1001, 912, 1012]
forget-item: That we have over a thousand watches in stock. [282, 1053, 418, 1074]
forget-item: That we have one of the largest and most varied stock of jewellery in the whole colony. [282, 1111, 418, 1143]
forget-item: That our leading speciality is still Engagement Rings. [282, 1170, 418, 1191]
wycherley-text: Cart Harness and Trace Chains, Riding Saddles and Bridles, Flax washers aprons in stock, Leather Oils and Axle Grease, Tents and Flys. [14, 1359, 148, 1401]
news-paragraph: A young man named Alfred Edward Stoltze died suddenly at Carlton, Melbourne, last week. On Sunday evening he partook of some tomatoes and cucumbers for tea, and shortly afterwards he drank an iced shandygaff, retiring to bed at 11 p.m. During the night he became very ill with cramps. The case was diagnosed as one of cucumber poisoning. The patient collapsed suddenly on Monday evening, and died. [702, 1149, 826, 1286]
lest-you-forget-list [282, 1029, 418, 1273]
meynard-name: ALFRED E. MEYNARD [433, 361, 557, 376]
tennis-result: Miss Austin and Mr Edwards (22) 50 v. Miss O and Mr Fraser (22) 44. [836, 1320, 962, 1351]
bargain-item: Men's Cotton Working Shirts at 1/3 and 2/3. [180, 423, 343, 434]
south-british-name: SOUTH BRITISH INSURANCE CO. [453, 502, 537, 529]
tide-table [14, 218, 148, 280]
news-paragraph: An equine who was full-up of life, and evidently preferred the shafts of a fish-cart, shuffled off this mortal coil the other day in an abrupt manner. It was while the owner (Mr W. Anderson) was in the act of waiting on a customer that the animal fell and struck its head on the back yard of a local aerated water manufacturer. Pride of supposed. [570, 1488, 692, 1604]
sale-subheading: TWO OF THE SECTIONS ON THE OROUA DOWNS. [21, 785, 141, 804]
bargain-item: Men's Flannel Unders from 2/3. [180, 434, 298, 445]
obrien-name: DR O'BRIEN [458, 63, 532, 79]
news-paragraph: The Rope Works Co. have purchased a site from Mr Johnson, about five acres, at the rear of the present ground site. [570, 932, 692, 974]
sporting-heading: Sporting. [876, 835, 922, 848]
hill-name: ELLIOTT L. HILL, [447, 218, 543, 233]
bet-line: 40 to 2 Bourrasque [846, 906, 912, 917]
tennis-result: Miss Wanklyn and Mr Furrie (12) 50 v. Miss P. Fraser and Mr Betty (18) 45. [836, 1460, 962, 1492]
column-2: ECONOMIC. MRS HAMER FOXTON. Half-Yearly Summer Sale! THE BIGGEST BARGAIN SALE EVER HELD. SWEEPING REDUCTIONS IN EVERY DEPARTMENT. COMMENCING Saturday, January 20th. Shop early and secure the Bargains. THE SALE will continue until the end of FEBRUARY, during which time any material bought will be cut, free of charge, if desired. MILLAR AND GIORGI'S RECORD BREAKING ANNIVERSARY SALE is now on in full swing. Here are a few of the bargains— 100 Pairs extra heavy Saddle Tweed Trousers at 6/6. 72 Pairs all wool Kaiapoi Tweed Trousers at 6/6. Boys' Serge Knickers at 1/9. Boys' Tweed Knickers at 2/6 and 2/11. Boys' Serge Norfolk Suits at 7/9. Boys' Colonial Tweed Suits at 7/9 and 9/6. Boys' Imitation Tweed Norfolk Suits at 9/11. Men's Cotton Working Shirts at 1/3 and 2/3. Men's Flannel Unders from 2/3. Men's Cotton Drawers and Singlets at 1/- per pair. Men's Merino „ „ from 1/3 and 1/6. Men's all wool Socks from 8d and 10d. „ Cashmere Socks from 8d pair. INSPECTION INVITED BY MILLAR & GIORGI THE LEADING CLOTHIERS, HATTERS, AND MERCERS. Palmerston North. WE SELL SATISFACTION WITH EVERY CENTAUR BICYCLE. TRUE to its reputation it will carry you safely over the roughest roads, swiftly where the way is smooth, satisfactorily everywhere. J. B. CLARLSON, LTD., Main Street, Foxton. Palmerston N., Feilding, Levin and Christchurch. Easy Terms From 5/- Per Week Accessories Repairs Electro Plating 1906 Models. SWAINSON AND BEVAN GRAIN, GENERAL MERCHANTS AND AUCTIONEERS ... LEVIN. Grain, Grass Seeds, Ales, Wines, and Spirits, Farm Implements, Carriages and Ironmongery. Regular monthly sales of Wool, Sheepskins, and Hides. Buyers of Hemp and Tow in any quantity. Clearing sales conducted in any part of the district. SWAINSON & BEVAN, LEVIN AND HUNTER ST, WELLINGTON C. SALE C. TO-DAY. AT COLLINSON AND CUNNINGHAME ALARMING Reductions and bargains in every Department— Ladies' Blouses, 9d each. Double-bed Unbleached Sheeting, 8d a yard. 58-inch White Table Linen, 1/- yd. Heavy white Flannelette, 3½d doz. Cretonnes, 3¾d. Doub-le Width Dress Material, 5d yd. Double-bed Marsella Quilts, 8/6 and 9/11. All this season's Millinery at half-price. Lawn Crash Skirts, 2/11, 3/11, and 4/11. Every article in the shop reduced at COLLINSON AND CUNNINGHAM, Broad Street, The Square, PALMERSTON NORTH. "Lest You Forget" That we have moved into new premises. That we have over a thousand watches in stock. That our stock of silver goods is replenished every direct mail from London. That we have one of the largest and most varied stock of jewellery in the whole colony. That our goods are marked at the lowest possible price for cash. That our leading speciality is still Engagement Rings. That we invite you to inspect our showroom and factory. That we manufacture on the premises and send nothing away—to be done. That we are THE LEADING N. ISLAND JEWELLERS— O'CONNOR & TYDEMAN, PALMERSTON NORTH. [158, 48, 420, 1329]
bet-line: £2 10s to 5s Bourrasque [846, 1053, 930, 1064]
hairdressing-title: AMERICAN HAIRDRESSING AND SHAVING SALOON. [433, 793, 557, 812]
news-paragraph: In a maintenance case at Dunedin, Mr Widdowson, S.M., said that it was a singular defect in the Act, and peculiar that the father of an illegitimate child could get off from liability because the mother had died before an order had been made. [702, 237, 826, 322]
bet-line: 12 to 1 Nonette [846, 1011, 900, 1022]
